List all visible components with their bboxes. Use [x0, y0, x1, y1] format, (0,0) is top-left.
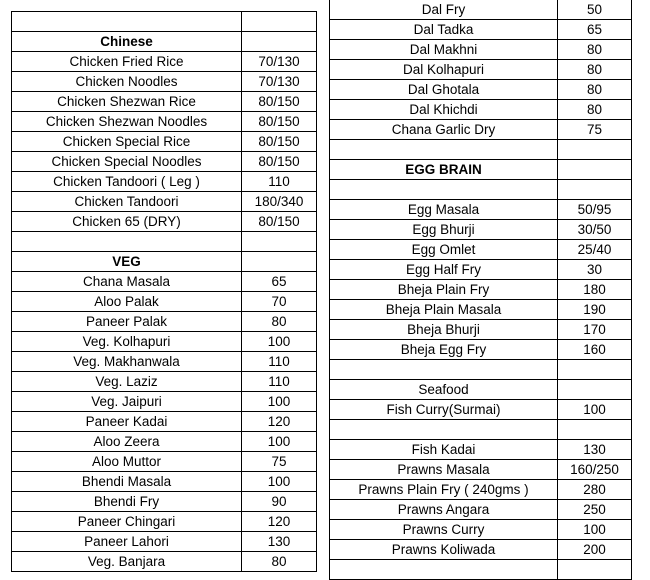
dish-name: Paneer Palak [12, 312, 242, 332]
menu-row [330, 440, 632, 460]
menu-row [12, 412, 317, 432]
dish-name: Chicken Shezwan Rice [12, 92, 242, 112]
menu-row [12, 312, 317, 332]
dish-price [558, 360, 632, 380]
menu-row [12, 232, 317, 252]
dish-name [330, 560, 558, 580]
dish-name: Chicken Special Noodles [12, 152, 242, 172]
dish-name: Aloo Palak [12, 292, 242, 312]
dish-name [330, 420, 558, 440]
dish-name: Dal Tadka [330, 20, 558, 40]
dish-name: Prawns Masala [330, 460, 558, 480]
dish-price: 80 [558, 80, 632, 100]
menu-row [330, 280, 632, 300]
dish-name: Chicken 65 (DRY) [12, 212, 242, 232]
dish-price: 25/40 [558, 240, 632, 260]
dish-name: Chicken Fried Rice [12, 52, 242, 72]
menu-row [330, 520, 632, 540]
section-title: VEG [12, 252, 242, 272]
dish-name: Aloo Muttor [12, 452, 242, 472]
menu-section-header-row [12, 32, 317, 52]
menu-row [12, 212, 317, 232]
dish-price: 90 [242, 492, 317, 512]
menu-row [12, 452, 317, 472]
dish-name: Dal Makhni [330, 40, 558, 60]
dish-name: Fish Curry(Surmai) [330, 400, 558, 420]
dish-price: 65 [242, 272, 317, 292]
dish-name: Bheja Bhurji [330, 320, 558, 340]
dish-name: Chana Masala [12, 272, 242, 292]
dish-price [558, 420, 632, 440]
dish-name: Egg Bhurji [330, 220, 558, 240]
dish-name [330, 140, 558, 160]
menu-row [12, 332, 317, 352]
menu-row [12, 472, 317, 492]
dish-name: Dal Ghotala [330, 80, 558, 100]
dish-price: 250 [558, 500, 632, 520]
dish-name: Dal Khichdi [330, 100, 558, 120]
dish-name: Chana Garlic Dry [330, 120, 558, 140]
dish-name: Chicken Shezwan Noodles [12, 112, 242, 132]
menu-row [12, 372, 317, 392]
dish-name: Egg Omlet [330, 240, 558, 260]
menu-row [330, 380, 632, 400]
dish-name: Veg. Banjara [12, 552, 242, 572]
dish-price: 190 [558, 300, 632, 320]
menu-row [330, 200, 632, 220]
dish-price: 100 [242, 432, 317, 452]
dish-price: 80 [242, 312, 317, 332]
dish-name: Dal Kolhapuri [330, 60, 558, 80]
dish-price: 200 [558, 540, 632, 560]
dish-name [330, 180, 558, 200]
menu-row [330, 460, 632, 480]
dish-price: 160 [558, 340, 632, 360]
dish-name: Chicken Special Rice [12, 132, 242, 152]
dish-price [242, 252, 317, 272]
dish-price: 110 [242, 172, 317, 192]
menu-row [12, 492, 317, 512]
dish-name: Egg Half Fry [330, 260, 558, 280]
dish-name: Bhendi Fry [12, 492, 242, 512]
dish-name: Egg Masala [330, 200, 558, 220]
dish-price: 100 [242, 392, 317, 412]
dish-price: 80/150 [242, 132, 317, 152]
menu-row [330, 260, 632, 280]
menu-row [330, 540, 632, 560]
dish-price: 130 [242, 532, 317, 552]
menu-row [12, 392, 317, 412]
dish-name: Veg. Kolhapuri [12, 332, 242, 352]
dish-name [12, 12, 242, 32]
dish-name: Paneer Lahori [12, 532, 242, 552]
dish-price: 70/130 [242, 72, 317, 92]
menu-row [330, 120, 632, 140]
menu-row [330, 320, 632, 340]
dish-name: Bheja Egg Fry [330, 340, 558, 360]
dish-price: 80/150 [242, 212, 317, 232]
dish-name: Chicken Tandoori [12, 192, 242, 212]
dish-price: 120 [242, 512, 317, 532]
menu-row [330, 180, 632, 200]
dish-price [242, 32, 317, 52]
dish-name: Chicken Tandoori ( Leg ) [12, 172, 242, 192]
dish-price: 50/95 [558, 200, 632, 220]
dish-price: 110 [242, 352, 317, 372]
dish-price [558, 140, 632, 160]
dish-price [558, 560, 632, 580]
dish-price: 80/150 [242, 152, 317, 172]
dish-price: 80 [558, 100, 632, 120]
dish-price [242, 12, 317, 32]
dish-price: 180/340 [242, 192, 317, 212]
menu-row [330, 0, 632, 20]
dish-name [12, 232, 242, 252]
menu-row [12, 72, 317, 92]
menu-row [330, 80, 632, 100]
dish-name: Bhendi Masala [12, 472, 242, 492]
menu-row [330, 40, 632, 60]
menu-row [12, 152, 317, 172]
dish-price: 100 [558, 520, 632, 540]
section-title: EGG BRAIN [330, 160, 558, 180]
dish-price: 110 [242, 372, 317, 392]
menu-row [330, 220, 632, 240]
menu-row [12, 272, 317, 292]
dish-price: 75 [242, 452, 317, 472]
menu-table-left-body [12, 12, 317, 572]
dish-price: 100 [242, 472, 317, 492]
menu-row [12, 132, 317, 152]
menu-row [12, 512, 317, 532]
menu-row [12, 432, 317, 452]
dish-price: 70/130 [242, 52, 317, 72]
dish-price: 80 [242, 552, 317, 572]
menu-row [330, 420, 632, 440]
dish-price [242, 232, 317, 252]
dish-price: 100 [558, 400, 632, 420]
dish-price: 50 [558, 0, 632, 20]
menu-row [12, 52, 317, 72]
dish-price: 120 [242, 412, 317, 432]
dish-name: Veg. Makhanwala [12, 352, 242, 372]
menu-table-right [329, 0, 632, 580]
dish-name: Fish Kadai [330, 440, 558, 460]
menu-row [330, 20, 632, 40]
dish-price: 160/250 [558, 460, 632, 480]
menu-table-right-body [330, 0, 632, 580]
dish-name: Chicken Noodles [12, 72, 242, 92]
dish-price: 80/150 [242, 112, 317, 132]
dish-price: 80 [558, 40, 632, 60]
dish-price: 80 [558, 60, 632, 80]
dish-name: Prawns Plain Fry ( 240gms ) [330, 480, 558, 500]
menu-row [12, 352, 317, 372]
menu-row [330, 60, 632, 80]
dish-name: Veg. Laziz [12, 372, 242, 392]
dish-name: Prawns Curry [330, 520, 558, 540]
menu-row [12, 112, 317, 132]
dish-name: Prawns Koliwada [330, 540, 558, 560]
menu-row [12, 192, 317, 212]
dish-name: Aloo Zeera [12, 432, 242, 452]
menu-row [330, 560, 632, 580]
dish-price: 30 [558, 260, 632, 280]
menu-row [12, 532, 317, 552]
dish-name: Dal Fry [330, 0, 558, 20]
dish-price: 170 [558, 320, 632, 340]
dish-price: 75 [558, 120, 632, 140]
section-title: Chinese [12, 32, 242, 52]
dish-name: Veg. Jaipuri [12, 392, 242, 412]
dish-price [558, 160, 632, 180]
dish-name: Paneer Chingari [12, 512, 242, 532]
menu-row [330, 300, 632, 320]
menu-row [330, 400, 632, 420]
dish-price: 70 [242, 292, 317, 312]
menu-row [330, 500, 632, 520]
menu-section-header-row [330, 160, 632, 180]
dish-price [558, 380, 632, 400]
menu-row [12, 292, 317, 312]
dish-name: Bheja Plain Fry [330, 280, 558, 300]
menu-row [12, 552, 317, 572]
dish-name [330, 360, 558, 380]
menu-section-header-row [12, 252, 317, 272]
dish-price: 180 [558, 280, 632, 300]
menu-row [330, 340, 632, 360]
menu-row [12, 172, 317, 192]
dish-name: Bheja Plain Masala [330, 300, 558, 320]
dish-price: 130 [558, 440, 632, 460]
dish-price [558, 180, 632, 200]
dish-name: Seafood [330, 380, 558, 400]
dish-name: Prawns Angara [330, 500, 558, 520]
menu-row [330, 360, 632, 380]
dish-price: 65 [558, 20, 632, 40]
dish-price: 80/150 [242, 92, 317, 112]
dish-price: 30/50 [558, 220, 632, 240]
menu-row [330, 100, 632, 120]
menu-row [330, 480, 632, 500]
menu-row [330, 240, 632, 260]
menu-row [12, 92, 317, 112]
dish-price: 280 [558, 480, 632, 500]
dish-name: Paneer Kadai [12, 412, 242, 432]
menu-row [330, 140, 632, 160]
dish-price: 100 [242, 332, 317, 352]
menu-row [12, 12, 317, 32]
menu-table-left [11, 11, 317, 572]
